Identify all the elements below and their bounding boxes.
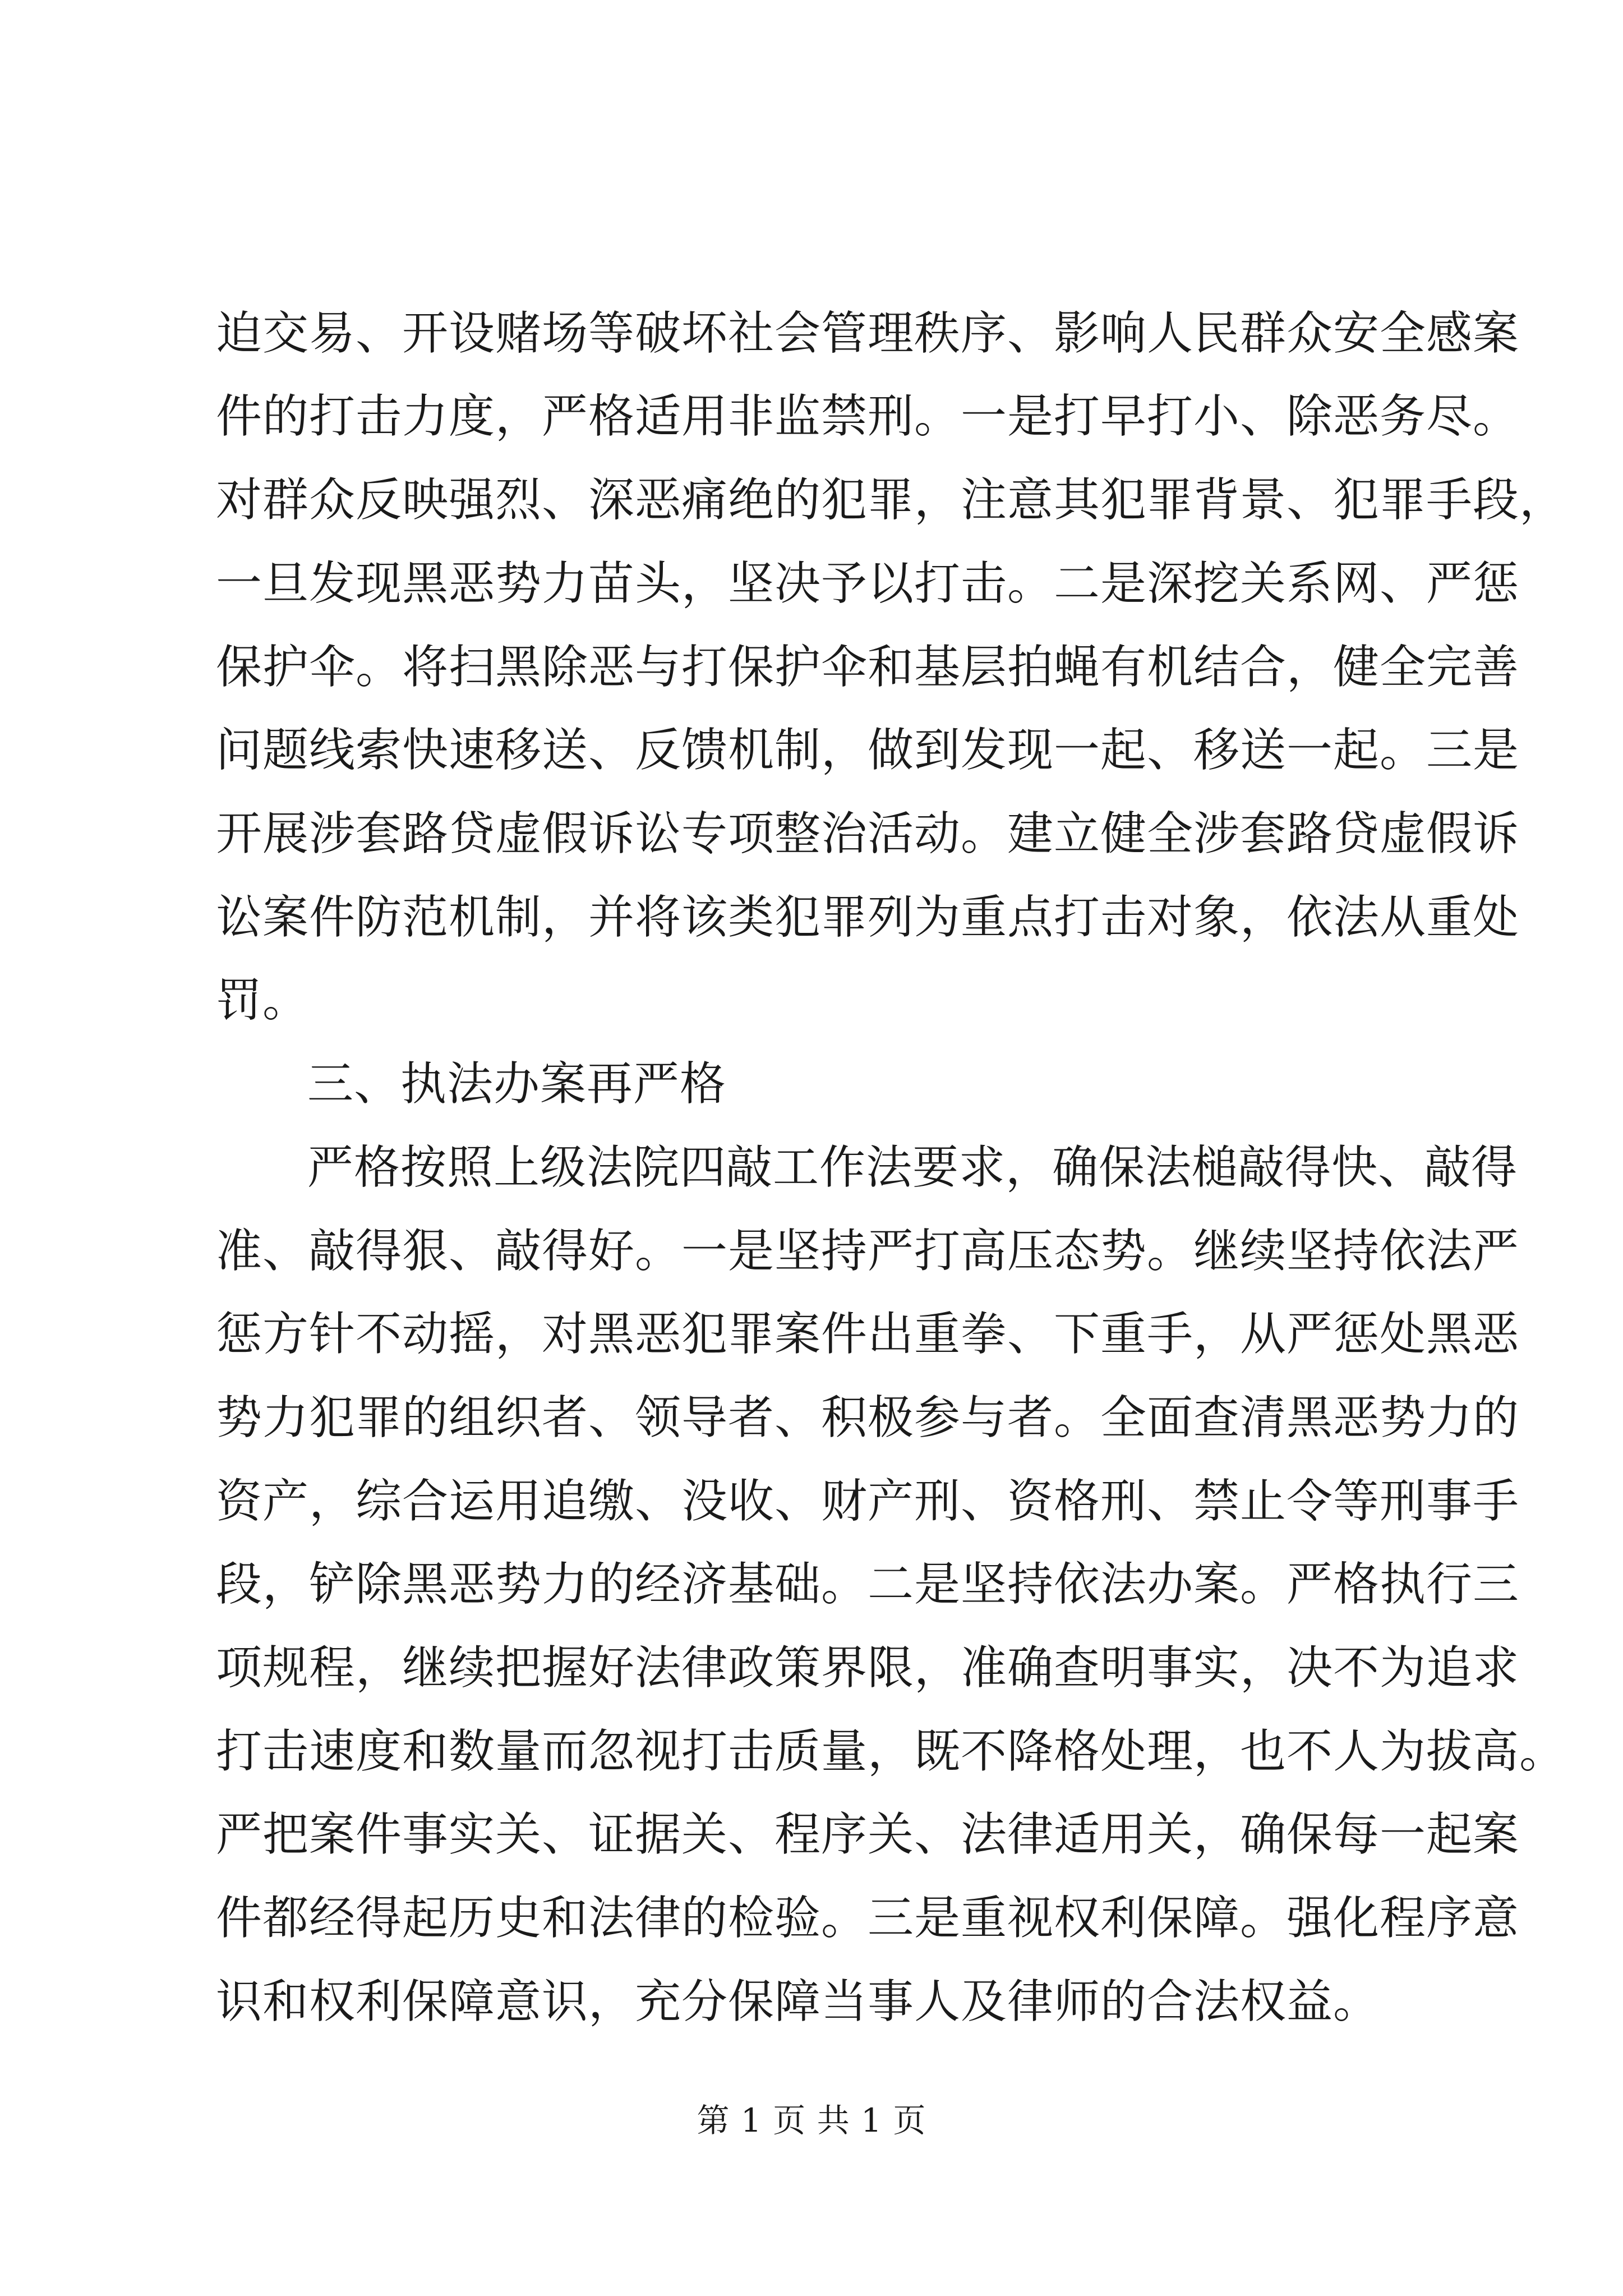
paragraph-line: 件的打击力度，严格适用非监禁刑。一是打早打小、除恶务尽。 [216,390,1520,443]
paragraph-line: 段，铲除黑恶势力的经济基础。二是坚持依法办案。严格执行三 [216,1558,1520,1611]
paragraph-line: 打击速度和数量而忽视打击质量，既不降格处理，也不人为拔高。 [216,1725,1566,1778]
page-footer: 第 1 页 共 1 页 [697,2101,926,2139]
paragraph-line: 问题线索快速移送、反馈机制，做到发现一起、移送一起。三是 [216,724,1520,777]
paragraph-line: 势力犯罪的组织者、领导者、积极参与者。全面查清黑恶势力的 [216,1391,1520,1444]
paragraph-line: 一旦发现黑恶势力苗头，坚决予以打击。二是深挖关系网、严惩 [216,557,1520,610]
paragraph-line: 惩方针不动摇，对黑恶犯罪案件出重拳、下重手，从严惩处黑恶 [216,1308,1520,1361]
paragraph-line: 识和权利保障意识，充分保障当事人及律师的合法权益。 [216,1975,1380,2028]
paragraph-line: 罚。 [216,974,310,1027]
paragraph-line: 件都经得起历史和法律的检验。三是重视权利保障。强化程序意 [216,1892,1520,1945]
paragraph-line: 迫交易、开设赌场等破坏社会管理秩序、影响人民群众安全感案 [216,307,1520,360]
paragraph-line: 开展涉套路贷虚假诉讼专项整治活动。建立健全涉套路贷虚假诉 [216,807,1520,861]
paragraph-line: 对群众反映强烈、深恶痛绝的犯罪，注意其犯罪背景、犯罪手段， [216,473,1566,527]
paragraph-line: 资产，综合运用追缴、没收、财产刑、资格刑、禁止令等刑事手 [216,1475,1520,1528]
paragraph-line: 严把案件事实关、证据关、程序关、法律适用关，确保每一起案 [216,1808,1520,1861]
paragraph-line: 保护伞。将扫黑除恶与打保护伞和基层拍蝇有机结合，健全完善 [216,641,1520,694]
paragraph-line: 严格按照上级法院四敲工作法要求，确保法槌敲得快、敲得 [307,1141,1518,1194]
section-heading: 三、执法办案再严格 [307,1057,727,1111]
paragraph-line: 项规程，继续把握好法律政策界限，准确查明事实，决不为追求 [216,1641,1520,1695]
paragraph-line: 准、敲得狠、敲得好。一是坚持严打高压态势。继续坚持依法严 [216,1225,1520,1278]
paragraph-line: 讼案件防范机制，并将该类犯罪列为重点打击对象，依法从重处 [216,891,1520,944]
